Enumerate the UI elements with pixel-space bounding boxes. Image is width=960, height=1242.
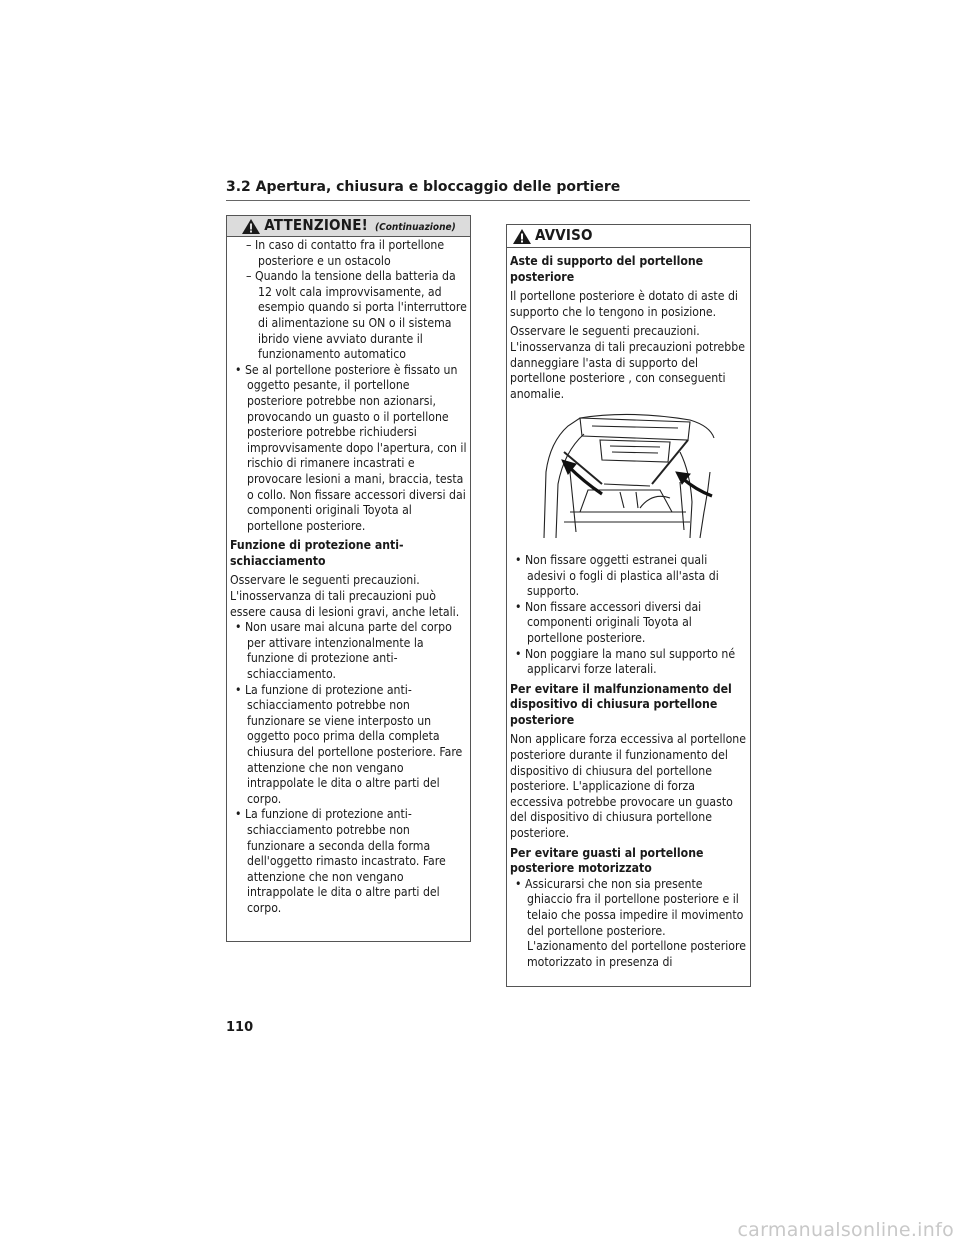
bullet-item: • La funzione di protezione anti-schiacciamento potrebbe non funzionare se viene interposto un oggetto poco prima della completa chiusura del portellone posteriore. Fare attenzione che non vengano intrappolate le dita o altre parti del corpo. [235,682,463,806]
warning-subtitle: (Continuazione) [375,222,456,234]
watermark: carmanualsonline.info [737,1219,954,1241]
paragraph: Osservare le seguenti precauzioni. L'inosservanza di tali precauzioni può essere causa di lesioni gravi, anche letali. [230,573,460,619]
paragraph: Il portellone posteriore è dotato di aste di supporto che lo tengono in posizione. [510,289,738,319]
warning-banner [227,216,470,237]
warning-box-continued [226,215,471,942]
subsection-heading: Per evitare guasti al portellone posteriore motorizzato [510,845,704,876]
bullet-item: • La funzione di protezione anti-schiacciamento potrebbe non funzionare a seconda della forma dell'oggetto rimasto incastrato. Fare attenzione che non vengano intrappolate le dita o altre parti del corpo. [235,807,446,915]
tailgate-support-illustration [540,412,716,540]
notice-content [507,248,750,970]
subsection-heading: Funzione di protezione anti-schiacciamento [230,538,404,568]
warning-content [227,237,470,917]
bullet-item: • Non poggiare la mano sul supporto né applicarvi forze laterali. [515,646,736,677]
section-header: 3.2 Apertura, chiusura e bloccaggio delle portiere [226,179,621,195]
bullet-item: • Non fissare accessori diversi dai componenti originali Toyota al portellone posteriore. [515,599,702,645]
bullet-item: • Se al portellone posteriore è fissato un oggetto pesante, il portellone posteriore potrebbe non azionarsi, provocando un guasto o il portellone posteriore potrebbe richiudersi improvvisamente dopo l'apertura, con il rischio di rimanere incastrati e provocare lesioni a mani, braccia, testa o collo. Non fissare accessori diversi dai componenti originali Toyota al portellone posteriore. [235,362,467,533]
notice-triangle-icon [512,228,532,245]
paragraph: Non applicare forza eccessiva al portellone posteriore durante il funzionamento del dispositivo di chiusura del portellone posteriore. L'applicazione di forza eccessiva potrebbe provocare un guasto del dispositivo di chiusura portellone posteriore. [510,732,746,841]
dash-item: – Quando la tensione della batteria da 12 volt cala improvvisamente, ad esempio quando si porta l'interruttore di alimentazione su ON o il sistema ibrido viene avviato durante il funzionamento automatico [246,269,467,362]
paragraph: Osservare le seguenti precauzioni. L'inosservanza di tali precauzioni potrebbe danneggiare l'asta di supporto del portellone posteriore , con conseguenti anomalie. [510,324,745,401]
notice-box [506,224,751,987]
warning-title: ATTENZIONE! [264,216,368,235]
bullet-item: • Non fissare oggetti estranei quali adesivi o fogli di plastica all'asta di supporto. [515,552,719,599]
notice-title: AVVISO [535,226,593,245]
page-number: 110 [226,1020,254,1035]
subsection-heading: Aste di supporto del portellone posteriore [510,254,704,284]
notice-banner [507,225,750,248]
section-divider [226,200,750,201]
dash-item: – In caso di contatto fra il portellone posteriore e un ostacolo [246,238,445,268]
bullet-item: • Assicurarsi che non sia presente ghiaccio fra il portellone posteriore e il telaio che possa impedire il movimento del portellone posteriore. L'azionamento del portellone posteriore motorizzato in presenza di [515,876,746,969]
bullet-item: • Non usare mai alcuna parte del corpo per attivare intenzionalmente la funzione di protezione anti-schiacciamento. [235,620,452,682]
subsection-heading: Per evitare il malfunzionamento del dispositivo di chiusura portellone posteriore [510,681,732,727]
warning-triangle-icon [241,218,261,235]
